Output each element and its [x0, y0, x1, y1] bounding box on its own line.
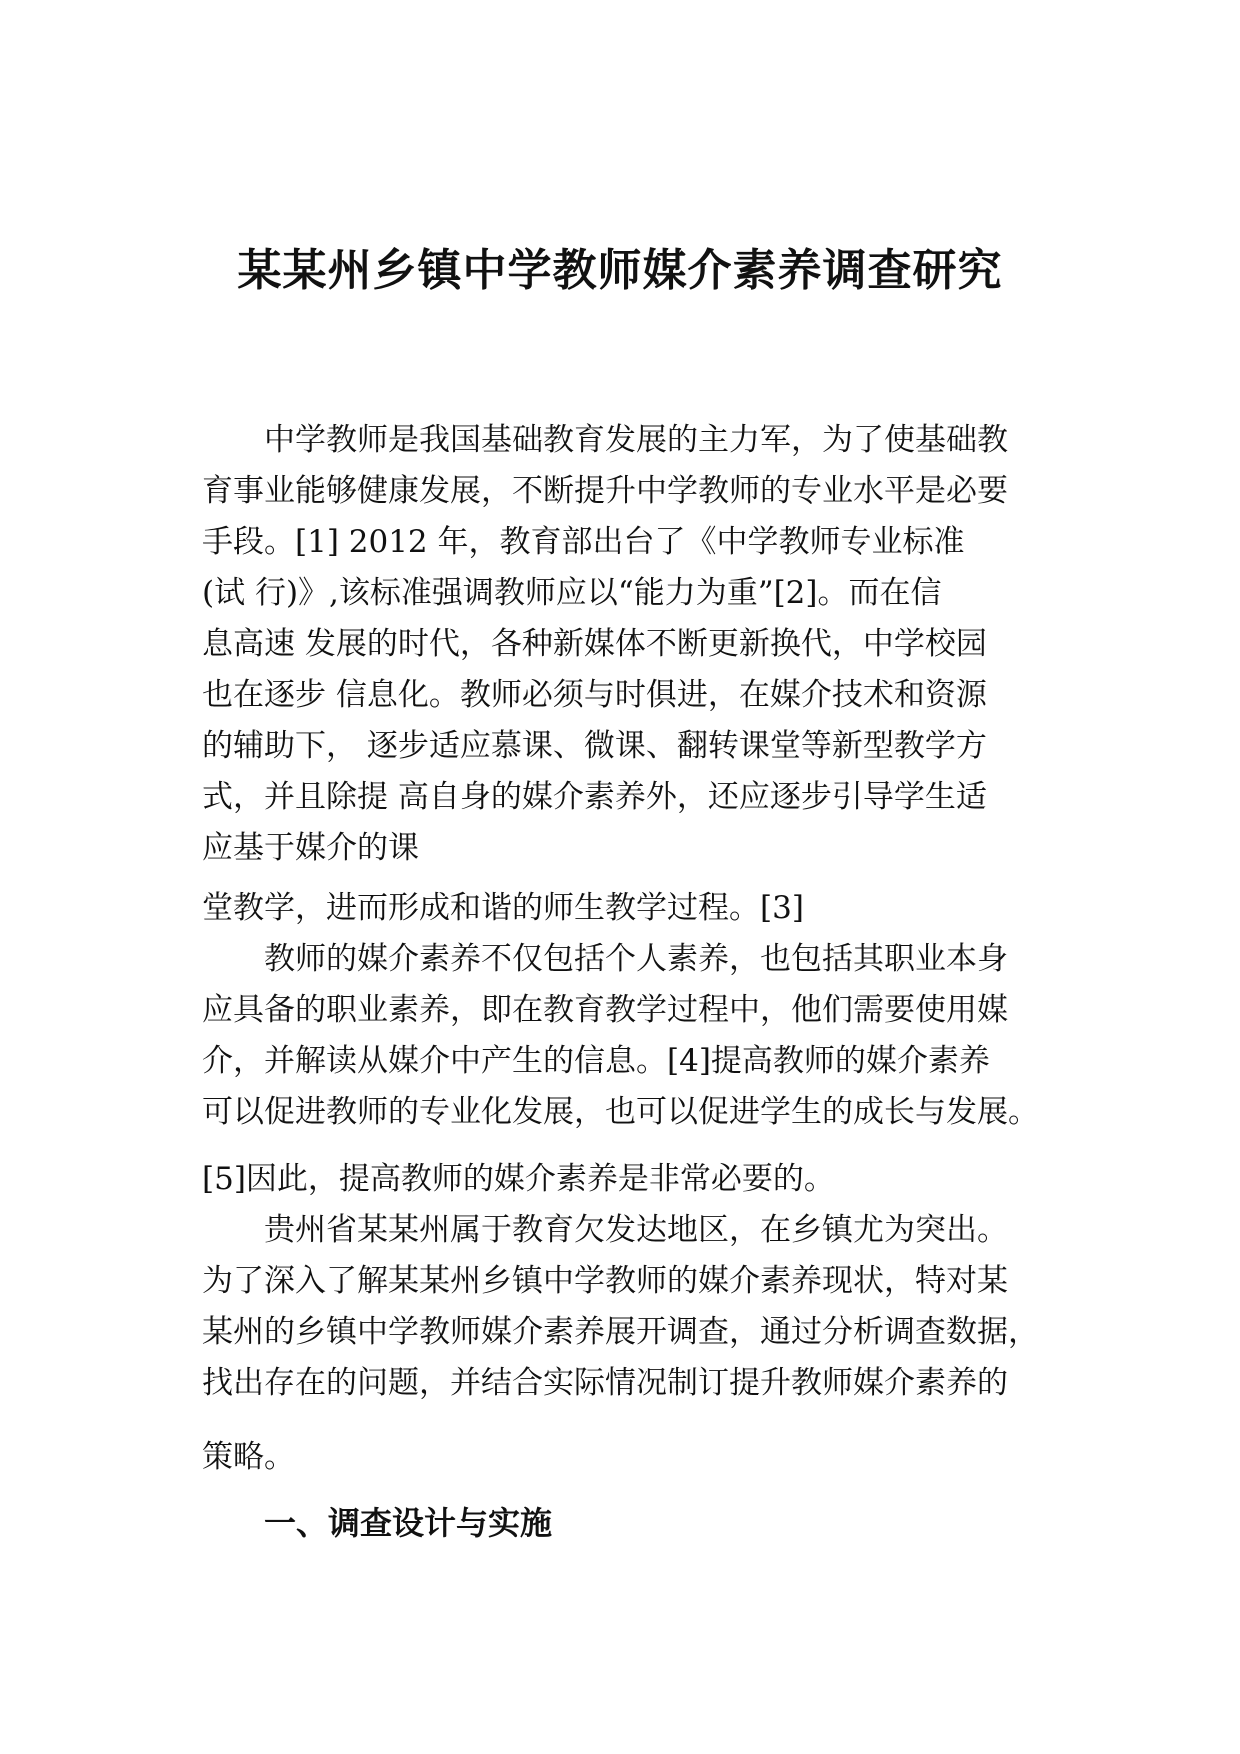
paragraph-block-4	[202, 1432, 1062, 1483]
text-line: 应具备的职业素养，即在教育教学过程中，他们需要使用媒	[202, 992, 1008, 1028]
text-line: 育事业能够健康发展，不断提升中学教师的专业水平是必要	[202, 473, 1008, 509]
section-heading: 一、调查设计与实施	[264, 1504, 553, 1542]
paragraph-block-3	[202, 1154, 1062, 1409]
paragraph-block-1	[202, 415, 1062, 874]
text-line: 介，并解读从媒介中产生的信息。[4]提高教师的媒介素养	[202, 1043, 990, 1079]
text-line: 某州的乡镇中学教师媒介素养展开调查，通过分析调查数据，	[202, 1314, 1039, 1350]
text-line: 堂教学，进而形成和谐的师生教学过程。[3]	[202, 890, 804, 926]
text-line: 找出存在的问题，并结合实际情况制订提升教师媒介素养的	[202, 1365, 1008, 1401]
document-title: 某某州乡镇中学教师媒介素养调查研究	[237, 245, 1003, 296]
text-line: 教师的媒介素养不仅包括个人素养，也包括其职业本身	[264, 941, 1008, 977]
text-line: 手段。[1] 2012 年，教育部出台了《中学教师专业标准	[202, 524, 965, 560]
text-line: [5]因此，提高教师的媒介素养是非常必要的。	[202, 1161, 835, 1197]
paragraph-block-2	[202, 883, 1062, 1138]
text-line: 为了深入了解某某州乡镇中学教师的媒介素养现状，特对某	[202, 1263, 1008, 1299]
text-line: 的辅助下， 逐步适应慕课、微课、翻转课堂等新型教学方	[202, 728, 987, 764]
text-line: (试 行)》,该标准强调教师应以“能力为重”[2]。而在信	[202, 575, 942, 611]
text-line: 贵州省某某州属于教育欠发达地区，在乡镇尤为突出。	[264, 1212, 1008, 1248]
text-line: 也在逐步 信息化。教师必须与时俱进，在媒介技术和资源	[202, 677, 987, 713]
text-line: 中学教师是我国基础教育发展的主力军，为了使基础教	[264, 422, 1008, 458]
text-line: 可以促进教师的专业化发展，也可以促进学生的成长与发展。	[202, 1094, 1039, 1130]
text-line: 应基于媒介的课	[202, 830, 419, 866]
text-line: 式，并且除提 高自身的媒介素养外，还应逐步引导学生适	[202, 779, 987, 815]
text-line: 息高速 发展的时代，各种新媒体不断更新换代，中学校园	[202, 626, 987, 662]
text-line: 策略。	[202, 1439, 295, 1475]
